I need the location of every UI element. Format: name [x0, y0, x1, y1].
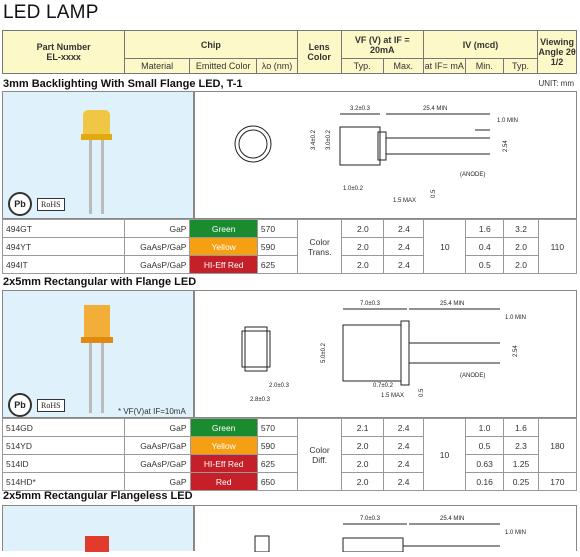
- viewing-angle-cell: 180: [538, 419, 576, 473]
- section-title-3mm: 3mm Backlighting With Small Flange LED, T-1: [3, 78, 243, 90]
- svg-text:1.5 MAX: 1.5 MAX: [381, 393, 405, 399]
- svg-text:1.5 MAX: 1.5 MAX: [393, 198, 417, 204]
- chip-header: Chip: [125, 31, 297, 59]
- led-photo-2x5-flange: [2, 290, 194, 418]
- part-number-label: Part Number: [36, 42, 91, 52]
- at-if-cell: 10: [424, 419, 466, 491]
- svg-text:1.0 MIN: 1.0 MIN: [505, 530, 527, 536]
- led-photo-2x5-flangeless: [2, 505, 194, 551]
- emitted-color-header: Emitted Color: [189, 59, 256, 74]
- viewing-angle-cell-b: 170: [538, 473, 576, 491]
- lens-color-cell: Color Diff.: [297, 419, 341, 491]
- svg-text:(ANODE): (ANODE): [460, 373, 486, 379]
- dimension-drawing-3mm: [194, 91, 577, 219]
- dimension-drawing-2x5-flange: [194, 290, 577, 418]
- spec-table-3mm: [2, 219, 577, 274]
- section-title-2x5-flangeless: 2x5mm Rectangular Flangeless LED: [3, 490, 193, 502]
- led-2x5-flange-image: [3, 291, 193, 417]
- led-3mm-image: [3, 92, 193, 218]
- lead-free-icon: Pb: [8, 393, 32, 417]
- page-title: LED LAMP: [3, 2, 99, 23]
- svg-text:25.4 MIN: 25.4 MIN: [440, 516, 465, 522]
- iv-typ-header: Typ.: [503, 59, 537, 74]
- svg-text:25.4 MIN: 25.4 MIN: [440, 301, 465, 307]
- table-row: 514YD GaAsP/GaP Yellow 590 2.0 2.4 0.5 2.3: [3, 437, 577, 455]
- drawing-2x5-flange-svg: [195, 291, 576, 417]
- svg-text:1.0±0.2: 1.0±0.2: [343, 186, 363, 192]
- drawing-3mm-svg: [195, 92, 576, 218]
- svg-text:0.5: 0.5: [419, 388, 425, 397]
- at-if-header: at IF= mA: [423, 59, 465, 74]
- svg-text:2.54: 2.54: [513, 345, 519, 357]
- iv-header: IV (mcd): [423, 31, 537, 59]
- rohs-badge: RoHS: [37, 198, 65, 211]
- at-if-cell: 10: [424, 220, 466, 274]
- part-code-label: EL-xxxx: [46, 52, 81, 62]
- svg-text:2.8±0.3: 2.8±0.3: [250, 397, 270, 403]
- svg-text:0.7±0.2: 0.7±0.2: [373, 383, 393, 389]
- table-row: 514HD* GaP Red 650 2.0 2.4 0.16 0.25 170: [3, 473, 577, 491]
- table-row: 514GD GaP Green 570 Color Diff. 2.1 2.4 10 1.0 1.6 180: [3, 419, 577, 437]
- viewing-angle-cell: 110: [538, 220, 576, 274]
- svg-text:3.4±0.2: 3.4±0.2: [311, 130, 317, 150]
- lead-free-icon: Pb: [8, 192, 32, 216]
- material-header: Material: [125, 59, 190, 74]
- table-row: 494YT GaAsP/GaP Yellow 590 2.0 2.4 0.4 2.0: [3, 238, 577, 256]
- lens-color-header: Lens Color: [297, 31, 341, 74]
- vf-typ-header: Typ.: [341, 59, 383, 74]
- dimension-drawing-2x5-flangeless: [194, 505, 577, 551]
- svg-text:2.54: 2.54: [503, 140, 509, 152]
- svg-text:0.5: 0.5: [431, 189, 437, 198]
- led-photo-3mm: [2, 91, 194, 219]
- spec-header-table: [2, 30, 577, 74]
- led-2x5-flangeless-image: [3, 506, 193, 552]
- unit-label: UNIT: mm: [538, 79, 574, 88]
- svg-text:25.4 MIN: 25.4 MIN: [423, 106, 448, 112]
- svg-text:3.2±0.3: 3.2±0.3: [350, 106, 370, 112]
- spec-table-2x5-flange: [2, 418, 577, 491]
- vf-note: * VF(V)at IF=10mA: [118, 407, 186, 416]
- svg-text:1.0 MIN: 1.0 MIN: [497, 118, 519, 124]
- table-row: 514ID GaAsP/GaP HI-Eff Red 625 2.0 2.4 0.63 1.25: [3, 455, 577, 473]
- vf-header: VF (V) at IF = 20mA: [341, 31, 423, 59]
- rohs-badge: RoHS: [37, 399, 65, 412]
- vf-max-header: Max.: [383, 59, 423, 74]
- section-title-2x5-flange: 2x5mm Rectangular with Flange LED: [3, 276, 197, 288]
- table-row: 494GT GaP Green 570 Color Trans. 2.0 2.4 10 1.6 3.2 110: [3, 220, 577, 238]
- table-row: 494IT GaAsP/GaP HI-Eff Red 625 2.0 2.4 0.5 2.0: [3, 256, 577, 274]
- svg-text:5.0±0.2: 5.0±0.2: [321, 343, 327, 363]
- lens-color-cell: Color Trans.: [298, 220, 342, 274]
- lambda-header: λo (nm): [257, 59, 297, 74]
- svg-text:3.0±0.2: 3.0±0.2: [326, 130, 332, 150]
- svg-text:2.0±0.3: 2.0±0.3: [269, 383, 289, 389]
- drawing-2x5-flangeless-svg: [195, 506, 576, 552]
- svg-text:7.0±0.3: 7.0±0.3: [360, 301, 380, 307]
- svg-text:7.0±0.3: 7.0±0.3: [360, 516, 380, 522]
- svg-text:(ANODE): (ANODE): [460, 172, 486, 178]
- viewing-angle-header: Viewing Angle 2θ 1/2: [538, 31, 577, 74]
- svg-text:1.0 MIN: 1.0 MIN: [505, 315, 527, 321]
- iv-min-header: Min.: [465, 59, 503, 74]
- part-number-header: [3, 31, 125, 74]
